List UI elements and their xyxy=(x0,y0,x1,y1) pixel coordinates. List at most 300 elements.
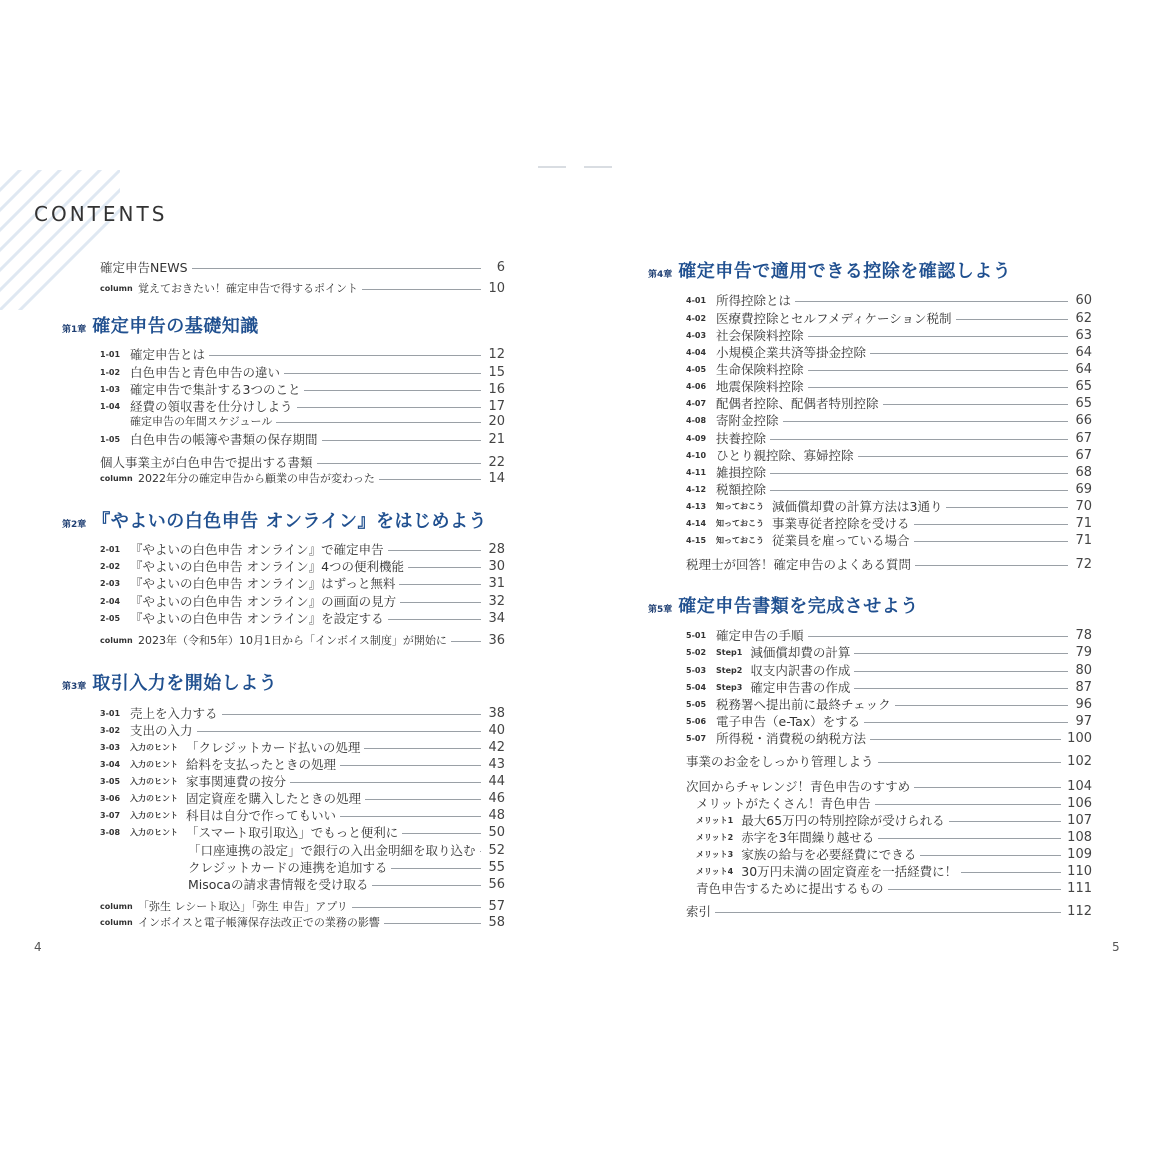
toc-entry[interactable] xyxy=(686,752,1092,770)
leader-line xyxy=(808,370,1068,371)
entry-number: 4-13 xyxy=(686,501,707,511)
toc-entry[interactable] xyxy=(100,704,505,722)
page-title: CONTENTS xyxy=(34,202,168,226)
chapter-label: 第4章 xyxy=(648,270,673,280)
entry-number: 5-04 xyxy=(686,682,707,692)
entry-tag: column xyxy=(100,917,133,927)
toc-entry[interactable] xyxy=(686,862,1092,880)
page-number: 12 xyxy=(488,346,505,362)
entry-title: 「口座連携の設定」で銀行の入出金明細を取り込む xyxy=(188,843,476,858)
toc-entry[interactable] xyxy=(100,772,505,790)
entry-tag: メリット2 xyxy=(696,832,734,842)
page-number: 34 xyxy=(488,610,505,626)
toc-entry[interactable] xyxy=(100,413,505,429)
leader-line xyxy=(875,804,1062,805)
leader-line xyxy=(322,440,481,441)
page-number: 20 xyxy=(488,413,505,429)
top-marks-decoration xyxy=(538,166,614,169)
toc-entry[interactable] xyxy=(686,879,1092,897)
entry-title: 最大65万円の特別控除が受けられる xyxy=(741,813,945,828)
leader-line xyxy=(391,868,481,869)
entry-tag: column xyxy=(100,283,133,293)
entry-tag: 入力のヒント xyxy=(130,776,178,786)
toc-entry[interactable] xyxy=(686,326,1092,344)
leader-line xyxy=(284,373,481,374)
leader-line xyxy=(209,355,481,356)
chapter-title: 『やよいの白色申告 オンライン』をはじめよう xyxy=(92,511,487,532)
entry-tag: Step1 xyxy=(716,647,743,657)
toc-entry[interactable] xyxy=(100,430,505,448)
page-number: 36 xyxy=(488,632,505,648)
entry-number: 4-10 xyxy=(686,450,707,460)
leader-line xyxy=(408,567,481,568)
page-number: 42 xyxy=(488,739,505,755)
entry-number: 3-06 xyxy=(100,793,121,803)
chapter-label: 第3章 xyxy=(62,682,87,692)
toc-entry[interactable] xyxy=(100,258,505,276)
entry-number: 2-01 xyxy=(100,544,121,554)
toc-entry[interactable] xyxy=(100,755,505,773)
chapter-title: 確定申告書類を完成させよう xyxy=(678,596,919,617)
entry-title: 家族の給与を必要経費にできる xyxy=(741,847,917,862)
leader-line xyxy=(854,671,1068,672)
entry-number: 4-05 xyxy=(686,364,707,374)
toc-entry[interactable] xyxy=(686,661,1092,679)
entry-title: 税務署へ提出前に最終チェック xyxy=(716,697,891,712)
entry-tag: column xyxy=(100,901,133,911)
leader-line xyxy=(304,390,481,391)
entry-number: 3-03 xyxy=(100,742,121,752)
leader-line xyxy=(317,463,481,464)
toc-entry[interactable] xyxy=(100,914,505,930)
toc-entry[interactable] xyxy=(100,345,505,363)
leader-line xyxy=(870,739,1061,740)
toc-entry[interactable] xyxy=(686,394,1092,412)
toc-entry[interactable] xyxy=(686,531,1092,549)
entry-title: 『やよいの白色申告 オンライン』の画面の見方 xyxy=(130,594,397,609)
toc-entry[interactable] xyxy=(100,841,505,859)
page-number: 10 xyxy=(488,280,505,296)
entry-tag: 入力のヒント xyxy=(130,793,178,803)
page-number: 72 xyxy=(1075,556,1092,572)
entry-number: 4-08 xyxy=(686,415,707,425)
toc-entry[interactable] xyxy=(686,291,1092,309)
chapter-heading xyxy=(648,257,1011,283)
leader-line xyxy=(858,456,1068,457)
leader-line xyxy=(864,722,1068,723)
leader-line xyxy=(340,765,481,766)
entry-title: 医療費控除とセルフメディケーション税制 xyxy=(716,311,952,326)
page-number: 43 xyxy=(488,756,505,772)
entry-title: 事業専従者控除を受ける xyxy=(772,516,910,531)
entry-title: 給料を支払ったときの処理 xyxy=(186,757,337,772)
entry-title: 家事関連費の按分 xyxy=(186,774,287,789)
page-number: 64 xyxy=(1075,344,1092,360)
entry-title: 従業員を雇っている場合 xyxy=(772,533,910,548)
entry-number: 4-06 xyxy=(686,381,707,391)
entry-title: インボイスと電子帳簿保存法改正での業務の影響 xyxy=(138,916,380,929)
toc-entry[interactable] xyxy=(686,794,1092,812)
toc-entry[interactable] xyxy=(100,721,505,739)
entry-title: 確定申告で集計する3つのこと xyxy=(130,382,301,397)
page-number: 67 xyxy=(1075,430,1092,446)
page-number: 108 xyxy=(1067,829,1092,845)
entry-number: 1-03 xyxy=(100,384,121,394)
toc-entry[interactable] xyxy=(100,592,505,610)
leader-line xyxy=(222,714,481,715)
toc-entry[interactable] xyxy=(100,609,505,627)
leader-line xyxy=(961,872,1061,873)
chapter-heading xyxy=(62,312,259,338)
entry-tag: Step3 xyxy=(716,682,743,692)
toc-entry[interactable] xyxy=(686,712,1092,730)
toc-entry[interactable] xyxy=(686,411,1092,429)
leader-line xyxy=(795,301,1068,302)
chapter-heading xyxy=(648,592,919,618)
entry-title: 2022年分の確定申告から顧業の申告が変わった xyxy=(138,472,375,485)
page-number: 30 xyxy=(488,558,505,574)
entry-title: 赤字を3年間繰り越せる xyxy=(741,830,875,845)
page-number-right: 5 xyxy=(1112,940,1120,954)
entry-number: 5-03 xyxy=(686,665,707,675)
entry-number: 5-02 xyxy=(686,647,707,657)
entry-title: メリットがたくさん！青色申告 xyxy=(696,796,871,811)
toc-entry[interactable] xyxy=(100,363,505,381)
toc-entry[interactable] xyxy=(100,738,505,756)
page-number: 79 xyxy=(1075,644,1092,660)
page-number-left: 4 xyxy=(34,940,42,954)
page-number: 80 xyxy=(1075,662,1092,678)
entry-number: 3-05 xyxy=(100,776,121,786)
toc-entry[interactable] xyxy=(686,828,1092,846)
chapter-label: 第2章 xyxy=(62,520,87,530)
entry-title: 税額控除 xyxy=(716,482,767,497)
entry-number: 3-02 xyxy=(100,725,121,735)
toc-entry[interactable] xyxy=(686,480,1092,498)
page-number: 62 xyxy=(1075,310,1092,326)
toc-entry[interactable] xyxy=(100,453,505,471)
entry-title: 30万円未満の固定資産を一括経費に！ xyxy=(741,864,958,879)
toc-entry[interactable] xyxy=(100,280,505,296)
page-number: 58 xyxy=(488,914,505,930)
leader-line xyxy=(364,748,481,749)
chapter-title: 確定申告で適用できる控除を確認しよう xyxy=(678,261,1012,282)
page-number: 44 xyxy=(488,773,505,789)
chapter-label: 第5章 xyxy=(648,605,673,615)
toc-entry[interactable] xyxy=(100,789,505,807)
page-number: 6 xyxy=(496,259,505,275)
entry-tag: column xyxy=(100,635,133,645)
entry-number: 2-05 xyxy=(100,613,121,623)
page-number: 56 xyxy=(488,876,505,892)
leader-line xyxy=(770,473,1068,474)
page-number: 111 xyxy=(1067,880,1092,896)
entry-title: 税理士が回答！確定申告のよくある質問 xyxy=(686,557,912,572)
entry-title: 売上を入力する xyxy=(130,706,218,721)
page-number: 78 xyxy=(1075,627,1092,643)
entry-tag: メリット1 xyxy=(696,815,734,825)
leader-line xyxy=(365,799,481,800)
entry-title: 電子申告（e-Tax）をする xyxy=(716,714,861,729)
entry-number: 4-07 xyxy=(686,398,707,408)
leader-line xyxy=(480,851,481,852)
page-number: 96 xyxy=(1075,696,1092,712)
entry-title: 科目は自分で作ってもいい xyxy=(186,808,337,823)
entry-title: 所得控除とは xyxy=(716,293,792,308)
page-number: 71 xyxy=(1075,515,1092,531)
entry-title: 地震保険料控除 xyxy=(716,379,804,394)
page-number: 65 xyxy=(1075,395,1092,411)
leader-line xyxy=(808,336,1068,337)
page-number: 109 xyxy=(1067,846,1092,862)
entry-number: 4-09 xyxy=(686,433,707,443)
toc-entry[interactable] xyxy=(686,360,1092,378)
entry-title: 固定資産を購入したときの処理 xyxy=(186,791,362,806)
entry-title: Misocaの請求書情報を受け取る xyxy=(188,877,369,892)
entry-title: 白色申告の帳簿や書類の保存期間 xyxy=(130,432,318,447)
leader-line xyxy=(197,731,481,732)
page-number: 97 xyxy=(1075,713,1092,729)
leader-line xyxy=(192,268,481,269)
page-number: 106 xyxy=(1067,795,1092,811)
page-number: 87 xyxy=(1075,679,1092,695)
entry-number: 4-03 xyxy=(686,330,707,340)
page-number: 60 xyxy=(1075,292,1092,308)
toc-entry[interactable] xyxy=(686,514,1092,532)
toc-entry[interactable] xyxy=(100,806,505,824)
leader-line xyxy=(949,821,1062,822)
entry-title: 青色申告するために提出するもの xyxy=(696,881,884,896)
entry-title: ひとり親控除、寡婦控除 xyxy=(716,448,854,463)
entry-title: 寄附金控除 xyxy=(716,413,779,428)
page-number: 31 xyxy=(488,575,505,591)
page-number: 17 xyxy=(488,398,505,414)
entry-title: 白色申告と青色申告の違い xyxy=(130,365,281,380)
toc-entry[interactable] xyxy=(686,845,1092,863)
page-number: 55 xyxy=(488,859,505,875)
leader-line xyxy=(888,889,1062,890)
entry-title: 生命保険料控除 xyxy=(716,362,804,377)
entry-tag: 知っておこう xyxy=(716,535,764,545)
leader-line xyxy=(402,833,481,834)
page-number: 16 xyxy=(488,381,505,397)
toc-entry[interactable] xyxy=(686,902,1092,920)
entry-title: 個人事業主が白色申告で提出する書類 xyxy=(100,455,313,470)
toc-entry[interactable] xyxy=(100,574,505,592)
leader-line xyxy=(946,507,1068,508)
leader-line xyxy=(399,584,481,585)
toc-entry[interactable] xyxy=(686,497,1092,515)
leader-line xyxy=(352,907,481,908)
entry-number: 3-01 xyxy=(100,708,121,718)
entry-title: 「弥生 レシート取込」「弥生 申告」アプリ xyxy=(138,900,348,913)
entry-number: 4-04 xyxy=(686,347,707,357)
leader-line xyxy=(384,923,481,924)
page-number: 70 xyxy=(1075,498,1092,514)
leader-line xyxy=(914,787,1061,788)
entry-number: 1-02 xyxy=(100,367,121,377)
leader-line xyxy=(715,912,1061,913)
leader-line xyxy=(920,855,1061,856)
toc-entry[interactable] xyxy=(686,678,1092,696)
leader-line xyxy=(915,565,1068,566)
toc-entry[interactable] xyxy=(686,811,1092,829)
toc-entry[interactable] xyxy=(100,632,505,648)
entry-title: 『やよいの白色申告 オンライン』で確定申告 xyxy=(130,542,384,557)
entry-number: 5-06 xyxy=(686,716,707,726)
entry-title: 収支内訳書の作成 xyxy=(750,663,851,678)
entry-number: 4-01 xyxy=(686,295,707,305)
entry-title: 扶養控除 xyxy=(716,431,767,446)
entry-tag: 入力のヒント xyxy=(130,759,178,769)
toc-entry[interactable] xyxy=(686,555,1092,573)
entry-title: 確定申告書の作成 xyxy=(750,680,851,695)
leader-line xyxy=(783,421,1068,422)
entry-title: クレジットカードの連携を追加する xyxy=(188,860,388,875)
entry-title: 雑損控除 xyxy=(716,465,767,480)
entry-title: 小規模企業共済等掛金控除 xyxy=(716,345,867,360)
toc-entry[interactable] xyxy=(686,729,1092,747)
entry-title: 「スマート取引取込」でもっと便利に xyxy=(186,825,399,840)
entry-tag: 入力のヒント xyxy=(130,810,178,820)
page-number: 69 xyxy=(1075,481,1092,497)
leader-line xyxy=(400,602,481,603)
entry-title: 『やよいの白色申告 オンライン』を設定する xyxy=(130,611,384,626)
entry-number: 4-02 xyxy=(686,313,707,323)
chapter-label: 第1章 xyxy=(62,325,87,335)
toc-entry[interactable] xyxy=(100,875,505,893)
entry-title: 減価償却費の計算方法は3通り xyxy=(772,499,943,514)
toc-entry[interactable] xyxy=(686,463,1092,481)
page-number: 66 xyxy=(1075,412,1092,428)
leader-line xyxy=(808,636,1068,637)
toc-entry[interactable] xyxy=(686,626,1092,644)
leader-line xyxy=(451,641,481,642)
entry-title: 「クレジットカード払いの処理 xyxy=(186,740,361,755)
leader-line xyxy=(878,838,1061,839)
entry-number: 4-15 xyxy=(686,535,707,545)
page-number: 32 xyxy=(488,593,505,609)
page-number: 46 xyxy=(488,790,505,806)
leader-line xyxy=(297,407,481,408)
page-number: 107 xyxy=(1067,812,1092,828)
entry-title: 2023年（令和5年）10月1日から「インボイス制度」が開始に xyxy=(138,634,447,647)
toc-entry[interactable] xyxy=(686,777,1092,795)
leader-line xyxy=(372,885,481,886)
page-number: 104 xyxy=(1067,778,1092,794)
toc-entry[interactable] xyxy=(100,557,505,575)
page-number: 110 xyxy=(1067,863,1092,879)
entry-number: 3-04 xyxy=(100,759,121,769)
entry-title: 減価償却費の計算 xyxy=(750,645,851,660)
toc-entry[interactable] xyxy=(100,823,505,841)
toc-entry[interactable] xyxy=(686,429,1092,447)
leader-line xyxy=(340,816,481,817)
entry-number: 5-05 xyxy=(686,699,707,709)
page-number: 112 xyxy=(1067,903,1092,919)
leader-line xyxy=(388,550,481,551)
toc-entry[interactable] xyxy=(686,643,1092,661)
entry-number: 1-04 xyxy=(100,401,121,411)
entry-title: 確定申告の年間スケジュール xyxy=(130,415,273,428)
toc-entry[interactable] xyxy=(686,446,1092,464)
page-number: 63 xyxy=(1075,327,1092,343)
page-number: 102 xyxy=(1067,753,1092,769)
leader-line xyxy=(914,524,1068,525)
page-number: 22 xyxy=(488,454,505,470)
entry-tag: メリット3 xyxy=(696,849,734,859)
leader-line xyxy=(914,541,1068,542)
page-number: 57 xyxy=(488,898,505,914)
page-number: 64 xyxy=(1075,361,1092,377)
entry-title: 経費の領収書を仕分けしよう xyxy=(130,399,293,414)
leader-line xyxy=(290,782,481,783)
leader-line xyxy=(895,705,1068,706)
entry-number: 4-14 xyxy=(686,518,707,528)
toc-entry[interactable] xyxy=(100,898,505,914)
toc-entry[interactable] xyxy=(100,540,505,558)
entry-title: 覚えておきたい！確定申告で得するポイント xyxy=(138,282,358,295)
entry-title: 索引 xyxy=(686,904,712,919)
page-number: 38 xyxy=(488,705,505,721)
entry-tag: メリット4 xyxy=(696,866,734,876)
entry-number: 2-02 xyxy=(100,561,121,571)
entry-title: 確定申告の手順 xyxy=(716,628,804,643)
toc-entry[interactable] xyxy=(686,309,1092,327)
toc-entry[interactable] xyxy=(686,695,1092,713)
entry-number: 1-05 xyxy=(100,434,121,444)
page-number: 40 xyxy=(488,722,505,738)
entry-title: 確定申告とは xyxy=(130,347,206,362)
chapter-heading xyxy=(62,669,277,695)
chapter-title: 取引入力を開始しよう xyxy=(92,673,278,694)
page-number: 14 xyxy=(488,470,505,486)
leader-line xyxy=(276,422,481,423)
chapter-title: 確定申告の基礎知識 xyxy=(92,316,259,337)
toc-entry[interactable] xyxy=(686,377,1092,395)
entry-tag: 入力のヒント xyxy=(130,742,178,752)
toc-entry[interactable] xyxy=(100,380,505,398)
leader-line xyxy=(362,289,481,290)
entry-title: 社会保険料控除 xyxy=(716,328,804,343)
page-number: 21 xyxy=(488,431,505,447)
entry-number: 2-04 xyxy=(100,596,121,606)
entry-tag: Step2 xyxy=(716,665,743,675)
page-number: 50 xyxy=(488,824,505,840)
chapter-heading xyxy=(62,507,487,533)
entry-title: 配偶者控除、配偶者特別控除 xyxy=(716,396,879,411)
leader-line xyxy=(770,490,1068,491)
toc-entry[interactable] xyxy=(100,470,505,486)
entry-number: 4-11 xyxy=(686,467,707,477)
page-number: 48 xyxy=(488,807,505,823)
entry-number: 1-01 xyxy=(100,349,121,359)
leader-line xyxy=(870,353,1068,354)
entry-title: 所得税・消費税の納税方法 xyxy=(716,731,867,746)
leader-line xyxy=(388,619,481,620)
page-number: 52 xyxy=(488,842,505,858)
entry-title: 事業のお金をしっかり管理しよう xyxy=(686,754,874,769)
entry-title: 『やよいの白色申告 オンライン』はずっと無料 xyxy=(130,576,396,591)
leader-line xyxy=(854,688,1068,689)
page-number: 100 xyxy=(1067,730,1092,746)
toc-entry[interactable] xyxy=(100,858,505,876)
entry-title: 『やよいの白色申告 オンライン』4つの便利機能 xyxy=(130,559,405,574)
entry-tag: column xyxy=(100,473,133,483)
entry-number: 5-01 xyxy=(686,630,707,640)
toc-entry[interactable] xyxy=(686,343,1092,361)
leader-line xyxy=(956,319,1068,320)
